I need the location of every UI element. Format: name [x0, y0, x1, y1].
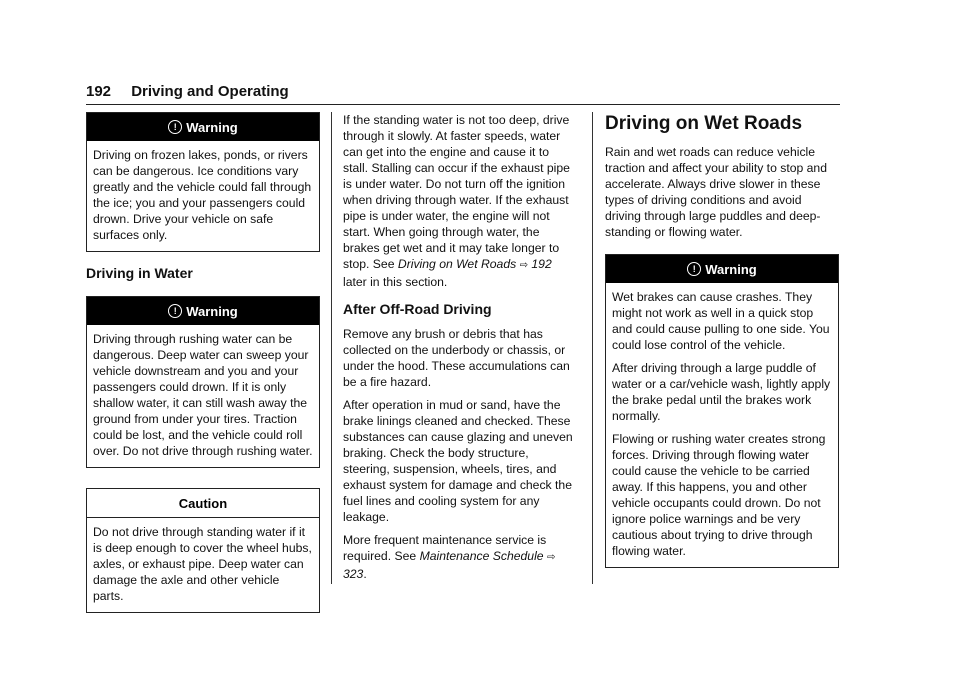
page-number: 192 [86, 83, 112, 100]
offroad-paragraph-1: Remove any brush or debris that has collected on the underbody or chassis, or under the hood. These accumulations can be a fire hazard. [343, 327, 570, 389]
caution-box [86, 488, 320, 613]
warning-text: Driving on frozen lakes, ponds, or rivers can be dangerous. Ice conditions vary greatly and the vehicle could fall through the ice; you and your passengers could drown. Drive your vehicle on safe surfaces only. [93, 148, 312, 242]
warning-box-wet-brakes [605, 254, 839, 568]
column-divider-2 [592, 112, 593, 584]
warning-icon: ! [687, 262, 701, 276]
link-maintenance-schedule[interactable]: Maintenance Schedule [419, 549, 544, 563]
column-2 [343, 112, 577, 589]
warning-icon: ! [168, 304, 182, 318]
column-3 [605, 112, 839, 568]
column-divider-1 [331, 112, 332, 584]
page-ref-number[interactable]: 323 [343, 567, 364, 581]
page-ref-number[interactable]: 192 [531, 257, 552, 271]
warning-header [606, 255, 838, 283]
driving-in-water-heading: Driving in Water [86, 265, 193, 281]
warning-header [87, 113, 319, 141]
warning-title: Warning [186, 304, 238, 319]
warning-text: Flowing or rushing water creates strong forces. Driving through flowing water could cause the vehicle to be carried away. If this happens, you and other vehicle occupants could drown. Do not ignore police warnings and be very cautious about trying to drive through flowing water. [612, 432, 826, 558]
caution-header: Caution [87, 489, 319, 518]
column-1 [86, 112, 320, 613]
warning-title: Warning [705, 262, 757, 277]
offroad-paragraph-2: After operation in mud or sand, have the brake linings cleaned and checked. These substances can cause glazing and uneven braking. Check the body structure, steering, suspension, wheels, tires, and exhaust system for damage and check the fuel lines and cooling system for any leakage. [343, 398, 573, 524]
standing-water-paragraph: If the standing water is not too deep, drive through it slowly. At faster speeds, water can get into the engine and cause it to stall. Stalling can occur if the exhaust pipe is under water. Do not turn off the ignition when driving through water. If the exhaust pipe is under water, the engine will not start. When going through water, the brakes get wet and it may take longer to stop. See Driving on Wet Roads ⇨ 192 later in this section. [343, 113, 570, 289]
warning-text: Wet brakes can cause crashes. They might not work as well in a quick stop and could cause pulling to one side. You could lose control of the vehicle. [612, 290, 830, 352]
page-header [86, 82, 840, 105]
warning-text: After driving through a large puddle of water or a car/vehicle wash, lightly apply the brake pedal until the brakes work normally. [612, 361, 831, 423]
warning-title: Warning [186, 120, 238, 135]
warning-box-frozen [86, 112, 320, 252]
warning-text: Driving through rushing water can be dangerous. Deep water can sweep your vehicle downstream and you and your passengers could drown. If it is only shallow water, it can still wash away the ground from under your tires. Traction could be lost, and the vehicle could roll over. Do not drive through rushing water. [93, 332, 313, 458]
warning-icon: ! [168, 120, 182, 134]
warning-header [87, 297, 319, 325]
wet-roads-heading: Driving on Wet Roads [605, 113, 803, 134]
page-ref-arrow-icon: ⇨ [519, 260, 528, 271]
page-ref-arrow-icon: ⇨ [546, 552, 556, 563]
warning-box-rushing-water [86, 296, 320, 468]
wet-roads-intro: Rain and wet roads can reduce vehicle traction and affect your ability to stop and accelerate. Always drive slower in these types of driving conditions and avoid driving through large puddles and deep-standing or flowing water. [605, 145, 827, 239]
caution-text: Do not drive through standing water if it is deep enough to cover the wheel hubs, axles, or exhaust pipe. Deep water can damage the axle and other vehicle parts. [93, 525, 312, 603]
after-offroad-heading: After Off-Road Driving [343, 301, 492, 317]
link-driving-on-wet-roads[interactable]: Driving on Wet Roads [397, 257, 517, 271]
section-title: Driving and Operating [131, 83, 289, 100]
maintenance-paragraph: More frequent maintenance service is required. See Maintenance Schedule ⇨ 323. [343, 533, 556, 581]
